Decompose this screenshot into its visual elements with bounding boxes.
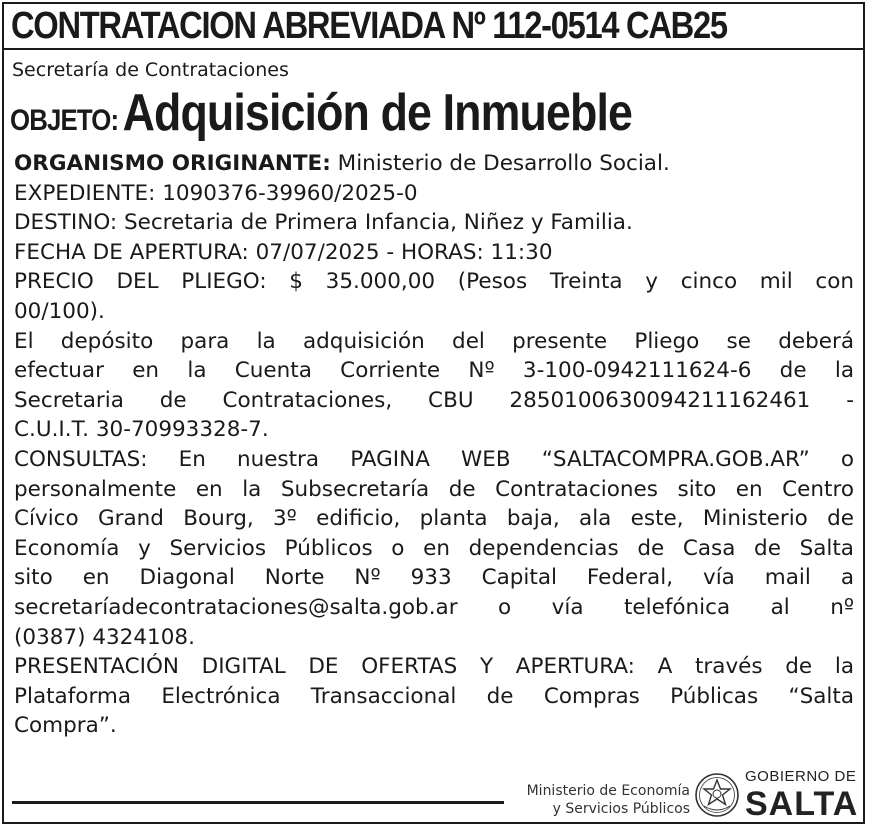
- deposito-line-2: efectuar en la Cuenta Corriente Nº 3-100-0942111624-6 de la: [14, 358, 854, 384]
- precio-line-2: 00/100).: [14, 298, 105, 324]
- deposito-line-3: Secretaria de Contrataciones, CBU 2850100630094211162461 -: [14, 387, 854, 413]
- notice-title: CONTRATACION ABREVIADA Nº 112-0514 CAB25: [11, 5, 727, 47]
- consultas-line-7: (0387) 4324108.: [14, 624, 195, 650]
- salta-seal-icon: [694, 772, 740, 818]
- organismo-label: ORGANISMO ORIGINANTE:: [14, 151, 331, 176]
- government-logo-name: SALTA: [745, 785, 859, 823]
- deposito-line-1: El depósito para la adquisición del presente Pliego se deberá: [14, 328, 854, 354]
- consultas-line-5: sito en Diagonal Norte Nº 933 Capital Federal, vía mail a: [14, 565, 854, 591]
- notice-body: [14, 149, 854, 741]
- consultas-line-6: secretaríadecontrataciones@salta.gob.ar o vía telefónica al nº: [14, 594, 854, 620]
- fecha-line: FECHA DE APERTURA: 07/07/2025 - HORAS: 11:30: [14, 239, 553, 265]
- destino-line: DESTINO: Secretaria de Primera Infancia, Niñez y Familia.: [14, 210, 633, 236]
- object-title: Adquisición de Inmueble: [122, 84, 633, 142]
- consultas-line-3: Cívico Grand Bourg, 3º edificio, planta baja, ala este, Ministerio de: [14, 506, 854, 532]
- consultas-line-4: Economía y Servicios Públicos o en dependencias de Casa de Salta: [14, 535, 854, 561]
- presentacion-line-3: Compra”.: [14, 713, 117, 739]
- ministry-line-1: Ministerio de Economía: [526, 783, 690, 799]
- organismo-value: Ministerio de Desarrollo Social.: [330, 151, 670, 176]
- presentacion-line-1: PRESENTACIÓN DIGITAL DE OFERTAS Y APERTURA: A través de la: [14, 654, 854, 680]
- ministry-label: [514, 782, 690, 818]
- notice-frame: [2, 2, 865, 824]
- organismo-line: [14, 149, 854, 179]
- government-logo-top: GOBIERNO DE: [745, 768, 857, 785]
- ministry-line-2: y Servicios Públicos: [552, 801, 690, 817]
- consultas-line-1: CONSULTAS: En nuestra PAGINA WEB “SALTACOMPRA.GOB.AR” o: [14, 446, 854, 472]
- consultas-line-2: personalmente en la Subsecretaría de Contrataciones sito en Centro: [14, 476, 854, 502]
- notice-header: [4, 4, 863, 50]
- object-heading: [10, 84, 632, 142]
- government-logo: [745, 768, 858, 822]
- deposito-line-4: C.U.I.T. 30-70993328-7.: [14, 417, 269, 443]
- issuing-office: Secretaría de Contrataciones: [12, 59, 289, 81]
- precio-line-1: PRECIO DEL PLIEGO: $ 35.000,00 (Pesos Treinta y cinco mil con: [14, 269, 854, 295]
- object-label: OBJETO:: [10, 104, 119, 137]
- expediente-line: EXPEDIENTE: 1090376-39960/2025-0: [14, 180, 418, 206]
- presentacion-line-2: Plataforma Electrónica Transaccional de Compras Públicas “Salta: [14, 683, 854, 709]
- footer-divider: [12, 801, 504, 804]
